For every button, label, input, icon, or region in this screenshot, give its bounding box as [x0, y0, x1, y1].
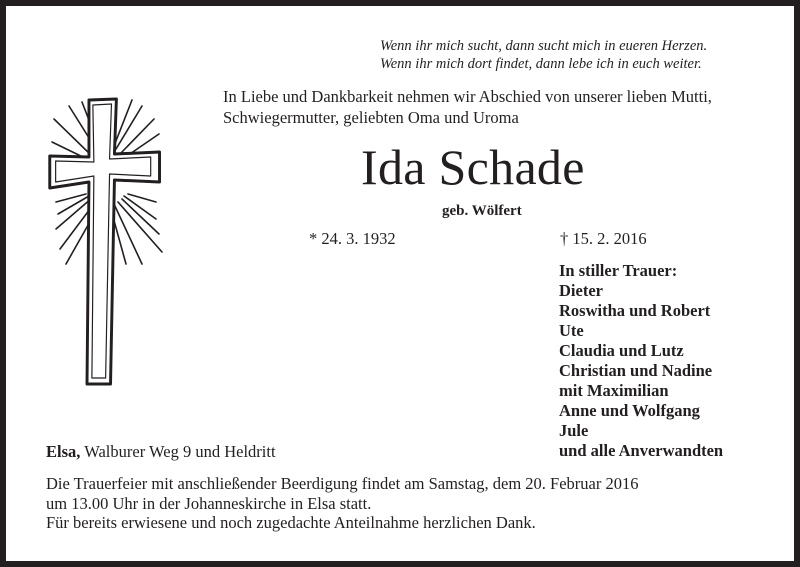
- address-line: [46, 442, 276, 462]
- mourners-heading: In stiller Trauer:: [559, 261, 678, 280]
- address-street: Walburer Weg 9 und Heldritt: [80, 442, 276, 461]
- mourner-entry: Christian und Nadine: [559, 361, 713, 380]
- death-date: † 15. 2. 2016: [560, 229, 647, 248]
- thanks-line: Für bereits erwiesene und noch zugedachte Anteilnahme herzlichen Dank.: [46, 513, 536, 532]
- funeral-info: [46, 474, 638, 533]
- motto-verse: [380, 37, 707, 73]
- mourner-entry: Roswitha und Robert: [559, 301, 711, 320]
- mourner-entry: Dieter: [559, 281, 603, 300]
- intro-text: [223, 86, 712, 128]
- deceased-name: Ida Schade: [361, 139, 585, 195]
- mourners-list: [559, 261, 723, 461]
- motto-line: Wenn ihr mich dort findet, dann lebe ich in euch weiter.: [380, 56, 702, 72]
- mourner-entry: mit Maximilian: [559, 381, 669, 400]
- mourner-entry: Jule: [559, 421, 589, 440]
- funeral-info-line: um 13.00 Uhr in der Johanneskirche in Elsa statt.: [46, 493, 372, 513]
- mourner-entry: und alle Anverwandten: [559, 441, 724, 460]
- birth-name: geb. Wölfert: [442, 203, 522, 219]
- address-town: Elsa,: [46, 442, 81, 461]
- mourner-entry: Claudia und Lutz: [559, 341, 684, 360]
- intro-line: Schwiegermutter, geliebten Oma und Uroma: [223, 108, 519, 127]
- mourner-entry: Ute: [559, 321, 584, 340]
- radiant-cross-icon: [44, 94, 164, 414]
- funeral-info-line: Die Trauerfeier mit anschließender Beerdigung findet am Samstag, dem 20. Februar 2016: [46, 474, 639, 493]
- mourner-entry: Anne und Wolfgang: [559, 401, 700, 420]
- motto-line: Wenn ihr mich sucht, dann sucht mich in eueren Herzen.: [380, 38, 708, 54]
- obituary-notice: [6, 6, 794, 561]
- birth-date: * 24. 3. 1932: [309, 229, 396, 248]
- intro-line: In Liebe und Dankbarkeit nehmen wir Abschied von unserer lieben Mutti,: [223, 87, 712, 106]
